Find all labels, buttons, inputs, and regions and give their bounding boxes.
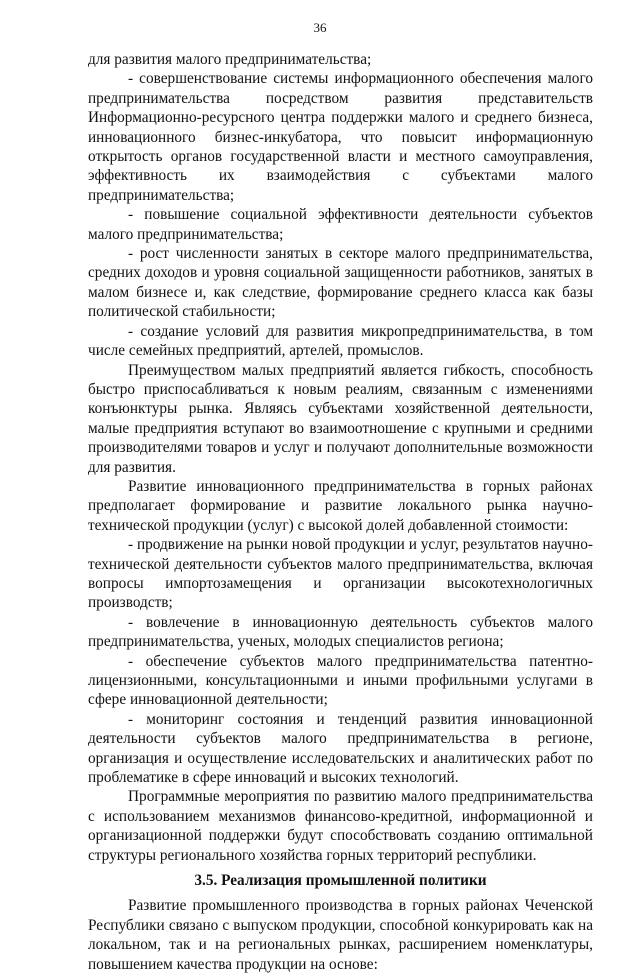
document-body (88, 50, 593, 974)
paragraph: - повышение социальной эффективности деятельности субъектов малого предпринимательства; (88, 206, 593, 243)
paragraph: - мониторинг состояния и тенденций развития инновационной деятельности субъектов малого предпринимательства в регионе, организация и осуществление исследовательских и аналитических работ по проблематике в сфере инноваций и высоких технологий. (88, 710, 593, 787)
paragraph: для развития малого предпринимательства; (88, 51, 372, 68)
paragraph: - продвижение на рынки новой продукции и услуг, результатов научно-технической деятельности субъектов малого предпринимательства, включая вопросы импортозамещения и организации высокотехнологичных производств; (88, 536, 593, 612)
paragraph: Программные мероприятия по развитию малого предпринимательства с использованием механизмов финансово-кредитной, информационной и организационной поддержки будут способствовать созданию оптимальной структуры регионального хозяйства горных территорий республики. (88, 788, 593, 864)
section-heading: 3.5. Реализация промышленной политики (194, 872, 487, 890)
page-number: 36 (313, 20, 327, 35)
paragraph: Развитие инновационного предпринимательства в горных районах предполагает формирование и развитие локального рынка научно-технической продукции (услуг) с высокой долей добавленной стоимости: (88, 477, 593, 534)
paragraph: Преимуществом малых предприятий является гибкость, способность быстро приспосабливаться к новым реалиям, связанным с изменениями конъюнктуры рынка. Являясь субъектами хозяйственной деятельности, малые предприятия вступают во взаимоотношение с крупными и средними производителями товаров и услуг и получают дополнительные возможности для развития. (88, 361, 593, 476)
paragraph: - совершенствование системы информационного обеспечения малого предпринимательства посредством развития представительств Информационно-ресурсного центра поддержки малого и среднего бизнеса, инновационного бизнес-инкубатора, что повысит информационную открытость органов государственной власти и местного самоуправления, эффективность их взаимодействия с субъектами малого предпринимательства; (88, 70, 593, 204)
paragraph: - рост численности занятых в секторе малого предпринимательства, средних доходов и уровня социальной защищенности работников, занятых в малом бизнесе и, как следствие, формирование среднего класса как базы политической стабильности; (88, 245, 593, 321)
paragraph: - создание условий для развития микропредпринимательства, в том числе семейных предприятий, артелей, промыслов. (88, 322, 593, 360)
paragraph: Развитие промышленного производства в горных районах Чеченской Республики связано с выпуском продукции, способной конкурировать как на локальном, так и на региональных рынках, расширением номенклатуры, повышением качества продукции на основе: (88, 897, 593, 973)
paragraph: - обеспечение субъектов малого предпринимательства патентно-лицензионными, консультационными и иными профильными услугами в сфере инновационной деятельности; (88, 652, 593, 709)
paragraph: - вовлечение в инновационную деятельность субъектов малого предпринимательства, ученых, молодых специалистов региона; (88, 613, 593, 651)
